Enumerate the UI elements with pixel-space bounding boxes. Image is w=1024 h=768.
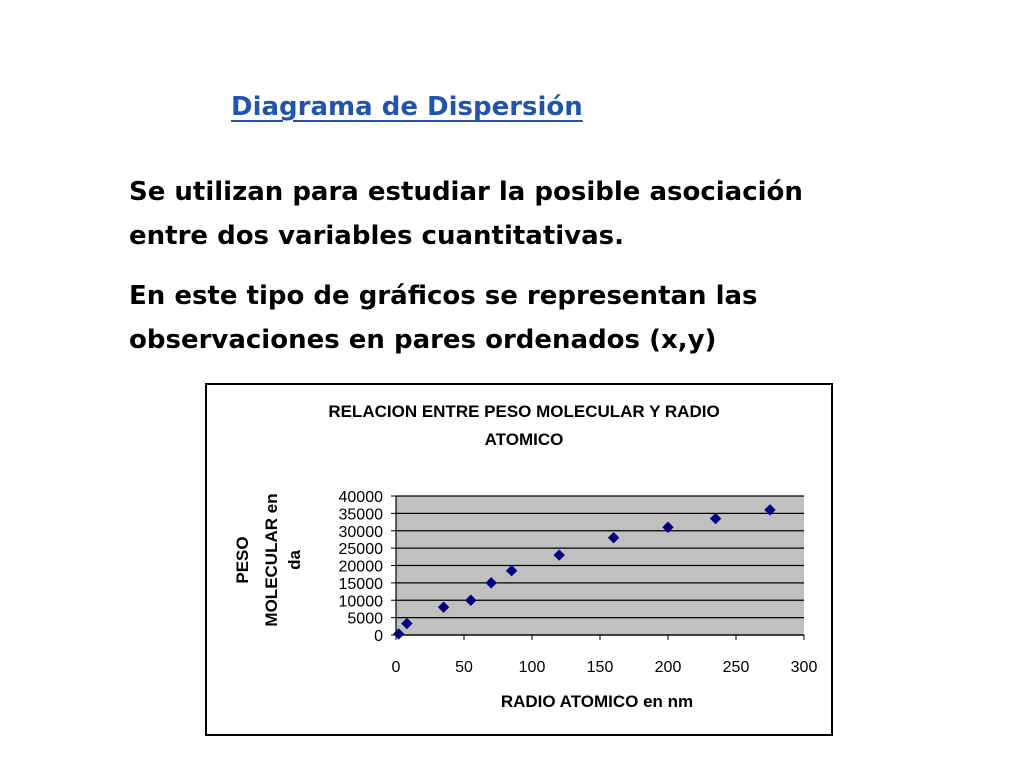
paragraph-scatter-description	[129, 274, 949, 362]
y-tick-label: 0	[374, 628, 383, 645]
slide-title: Diagrama de Dispersión	[231, 92, 583, 122]
y-tick-label: 15000	[338, 575, 383, 593]
chart-title-line: ATOMICO	[484, 430, 564, 449]
paragraph-line: entre dos variables cuantitativas.	[129, 221, 625, 251]
chart-title-line: RELACION ENTRE PESO MOLECULAR Y RADIO	[328, 402, 720, 421]
y-axis-label-line: MOLECULAR en	[262, 493, 281, 627]
x-tick-label: 50	[455, 659, 473, 676]
y-tick-label: 10000	[338, 593, 383, 611]
x-axis-label: RADIO ATOMICO en nm	[500, 692, 694, 711]
x-tick-label: 100	[518, 659, 546, 676]
y-tick-label: 40000	[338, 489, 383, 506]
paragraph-line: En este tipo de gráficos se representan las	[129, 281, 758, 311]
x-tick-label: 150	[586, 659, 614, 676]
paragraph-line: observaciones en pares ordenados (x,y)	[129, 325, 717, 355]
y-axis-label-line: da	[285, 550, 304, 570]
paragraph-scatter-purpose	[129, 170, 949, 258]
chart-canvas	[207, 385, 831, 734]
x-tick-label: 200	[654, 659, 682, 676]
y-tick-label: 30000	[338, 523, 383, 541]
y-tick-label: 5000	[347, 610, 383, 628]
x-tick-label: 250	[722, 659, 750, 676]
y-axis-label	[233, 493, 304, 626]
y-tick-label: 20000	[338, 558, 383, 576]
x-tick-label: 0	[391, 659, 401, 676]
paragraph-line: Se utilizan para estudiar la posible asociación	[129, 177, 803, 207]
y-tick-label: 25000	[338, 541, 383, 559]
x-tick-label: 300	[790, 659, 818, 676]
y-axis-label-line: PESO	[233, 536, 252, 584]
y-tick-label: 35000	[338, 506, 383, 524]
plot-area	[339, 489, 818, 676]
scatter-chart	[205, 383, 833, 736]
